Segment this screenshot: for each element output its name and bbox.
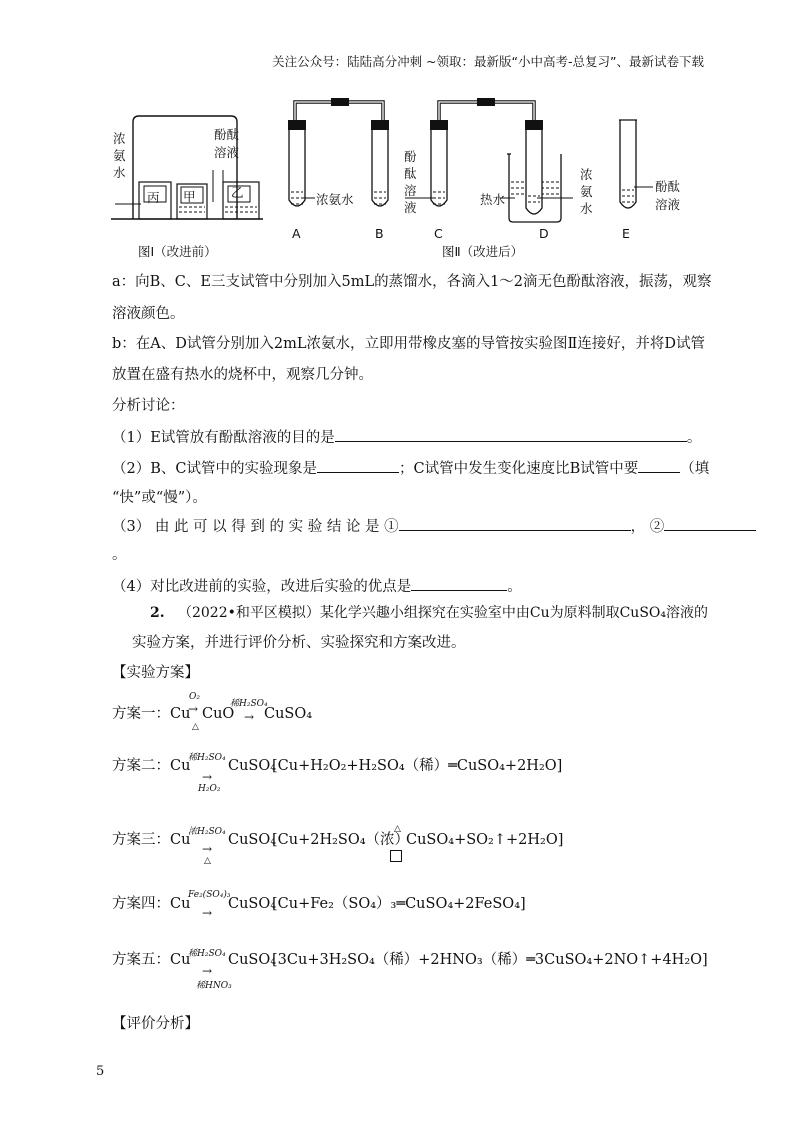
beaker-label-jia: 甲: [183, 189, 196, 204]
answer-blank[interactable]: [664, 516, 756, 531]
label-phenol-left: 酚酞 溶液: [214, 127, 240, 160]
scheme-5: 方案五： Cu 稀H₂SO₄ → 稀HNO₃ CuSO₄ [3Cu+3H₂SO₄（稀）+2HNO₃（稀）═3CuSO₄+2NO↑+4H₂O]: [112, 949, 708, 991]
equals-box: [390, 850, 402, 862]
page-header: 关注公众号：陆陆高分冲刺 ~领取：最新版“小中高考-总复习”、最新试卷下载: [272, 54, 704, 69]
section-eval: 【评价分析】: [112, 1016, 199, 1032]
step-b-line1: b：在A、D试管分别加入2mL浓氨水，立即用带橡皮塞的导管按实验图Ⅱ连接好，并将D试管: [112, 336, 705, 352]
question-3-end: 。: [112, 547, 127, 563]
tube-label-e: E: [622, 226, 630, 241]
scheme-4: 方案四： Cu Fe₂(SO₄)₃ → CuSO₄ [Cu+Fe₂（SO₄）₃═CuSO₄+2FeSO₄]: [112, 890, 526, 920]
question-2: （2）B、C试管中的实验现象是 ；C试管中发生变化速度比B试管中要 （填: [112, 458, 709, 479]
answer-blank[interactable]: [335, 427, 687, 442]
label-ammonia-left: 浓 氨 水: [113, 131, 126, 180]
page-number: 5: [96, 1064, 105, 1079]
beaker-label-bing: 丙: [147, 190, 160, 205]
question-3: （3） 由 此 可 以 得 到 的 实 验 结 论 是 ① ， ②: [112, 516, 756, 537]
step-a-line1: a：向B、C、E三支试管中分别加入5mL的蒸馏水，各滴入1～2滴无色酚酞溶液，振荡，观察: [112, 274, 712, 290]
label-ammonia-right: 浓 氨 水: [580, 167, 593, 216]
tube-label-c: C: [434, 226, 443, 241]
label-hot-water: 热水: [480, 192, 506, 207]
scheme-2: 方案二： Cu 稀H₂SO₄ → H₂O₂ CuSO₄ [Cu+H₂O₂+H₂SO₄（稀）═CuSO₄+2H₂O]: [112, 753, 563, 794]
step-a-line2: 溶液颜色。: [112, 306, 185, 322]
tube-label-a: A: [292, 226, 301, 241]
caption-before: 图Ⅰ（改进前）: [138, 244, 217, 259]
tube-label-d: D: [539, 226, 549, 241]
scheme-3: 方案三： Cu 浓H₂SO₄ → △ CuSO₄ [Cu+2H₂SO₄（浓） △ CuSO₄+SO₂↑+2H₂O]: [112, 824, 564, 866]
discussion-title: 分析讨论：: [112, 398, 185, 414]
label-phenol-mid: 酚 酞 溶 液: [404, 149, 417, 215]
question-1: （1）E试管放有酚酞溶液的目的是 。: [112, 427, 701, 448]
answer-blank[interactable]: [411, 576, 507, 591]
answer-blank[interactable]: [638, 458, 680, 473]
step-b-line2: 放置在盛有热水的烧杯中，观察几分钟。: [112, 367, 373, 383]
question-2-line2: “快”或“慢”）。: [112, 490, 207, 506]
problem-2-line2: 实验方案，并进行评价分析、实验探究和方案改进。: [132, 635, 466, 651]
answer-blank[interactable]: [317, 458, 399, 473]
caption-after: 图Ⅱ（改进后）: [442, 244, 524, 259]
label-ammonia-water: 浓氨水: [316, 192, 354, 207]
label-phenol-right: 酚酞 溶液: [655, 179, 681, 212]
problem-2-line1: 2. （2022•和平区模拟）某化学兴趣小组探究在实验室中由Cu为原料制取CuSO₄溶液的: [150, 605, 709, 621]
answer-blank[interactable]: [399, 516, 631, 531]
tube-label-b: B: [375, 226, 384, 241]
section-plan: 【实验方案】: [112, 665, 199, 681]
beaker-label-yi: 乙: [231, 185, 244, 200]
question-4: （4）对比改进前的实验，改进后实验的优点是 。: [112, 576, 522, 597]
scheme-1: 方案一： Cu O₂ → △ CuO 稀H₂SO₄ → CuSO₄: [112, 692, 313, 732]
